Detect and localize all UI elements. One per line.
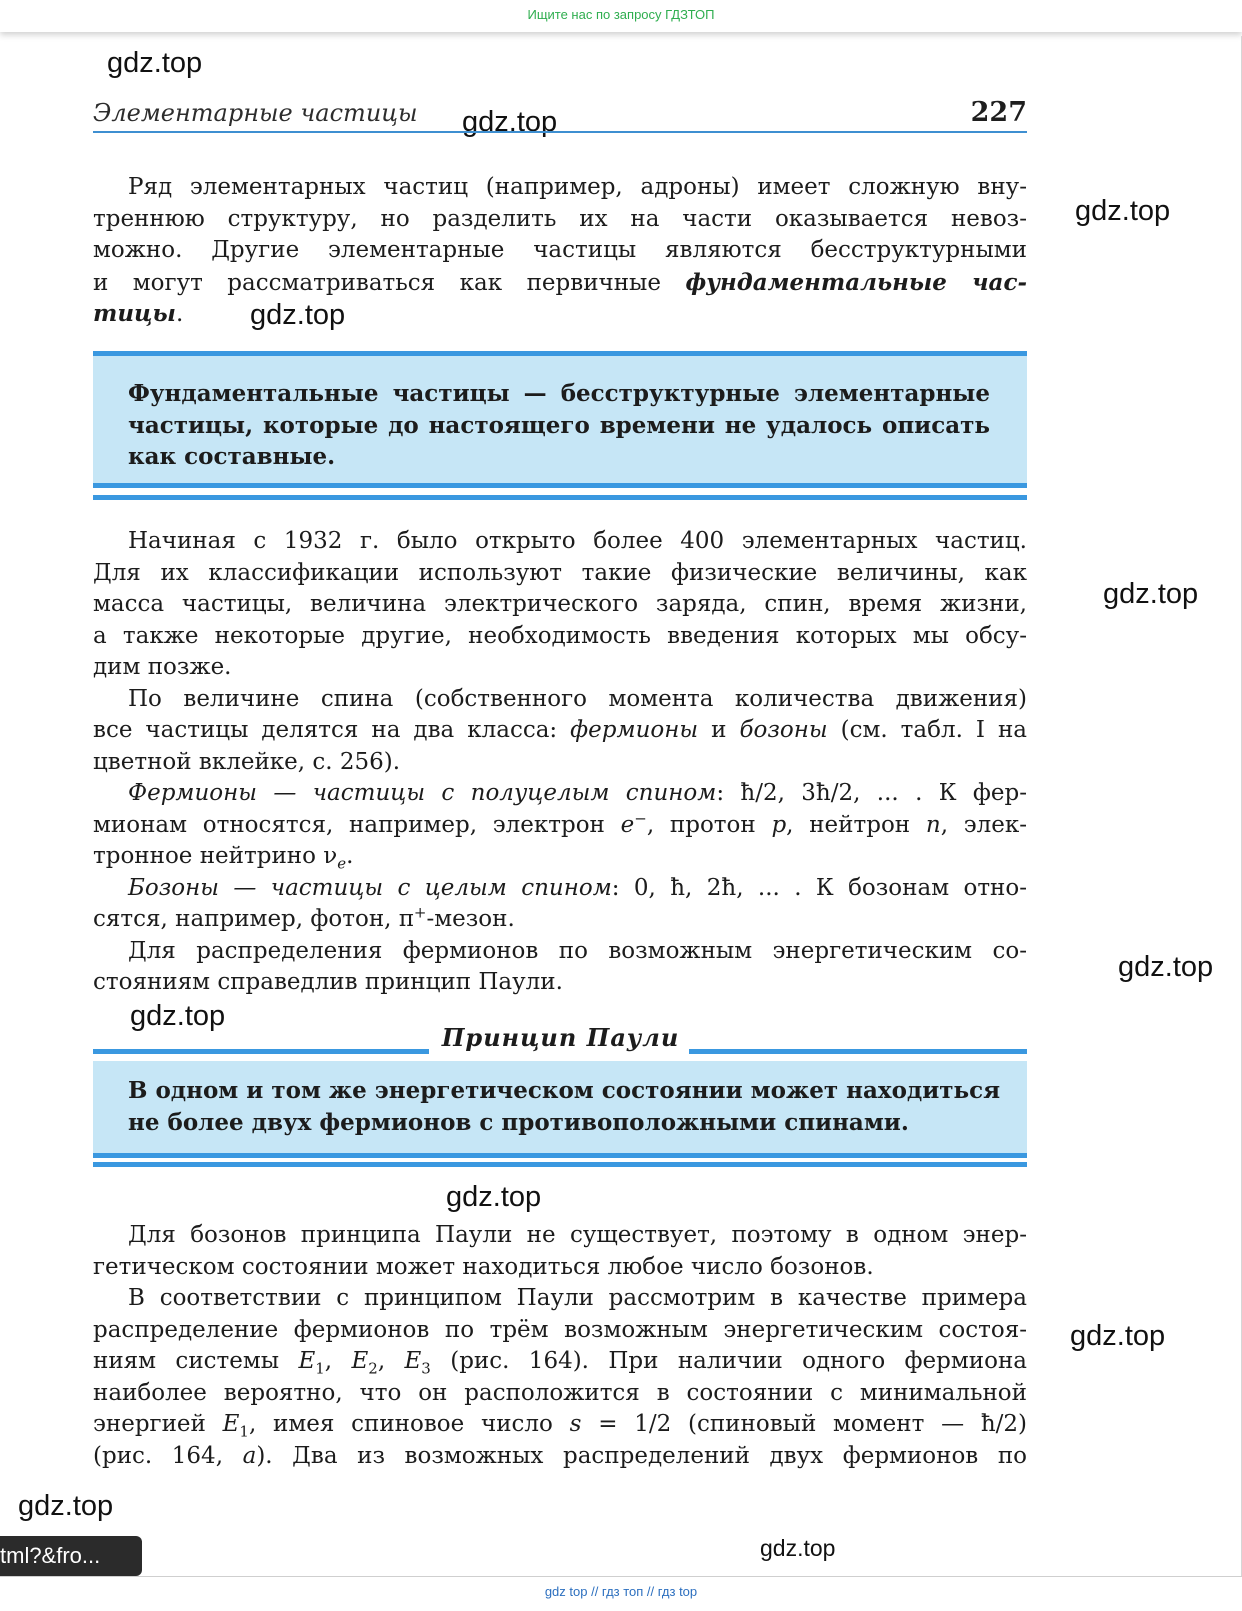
term-bosons: бозоны	[739, 717, 828, 743]
watermark: gdz.top	[1075, 195, 1171, 227]
running-head	[93, 97, 1027, 133]
text-line: гетическом состоянии может находиться любое число бозонов.	[93, 1253, 874, 1280]
text-line: Начиная с 1932 г. было открыто более 400 элементарных частиц.	[128, 528, 1027, 554]
text-fragment: тронное нейтрино ν	[93, 843, 338, 869]
watermark: gdz.top	[1070, 1320, 1166, 1352]
symbol-E2: E	[351, 1348, 369, 1374]
text-fragment: : ħ/2, 3ħ/2, ... . К фер-	[716, 780, 1027, 806]
symbol-E1: E	[298, 1348, 316, 1374]
text-fragment: ниям системы	[93, 1348, 299, 1374]
divider	[93, 1049, 429, 1054]
figure-ref-a: a	[242, 1442, 257, 1469]
text-fragment: ). Два из возможных распределений двух фермионов по	[256, 1442, 1027, 1469]
text-fragment: , нейтрон	[786, 811, 926, 838]
watermark: gdz.top	[1103, 578, 1199, 610]
text-line: можно. Другие элементарные частицы являются бесструктурными	[93, 237, 1027, 263]
symbol-E3: E	[404, 1348, 422, 1374]
text-line: дим позже.	[93, 654, 232, 680]
paragraph-1	[93, 172, 1027, 330]
text-fragment: : 0, ħ, 2ħ, ... . К бозонам отно-	[611, 874, 1027, 901]
text-line: треннюю структуру, но разделить их на части оказывается невоз-	[93, 205, 1027, 232]
term-fundamental: фундаментальные час-	[685, 268, 1027, 296]
text-fragment: (см. табл. I на	[827, 717, 1027, 743]
watermark: gdz.top	[760, 1535, 836, 1561]
text-line: По величине спина (собственного момента количества движения)	[128, 685, 1027, 712]
text-line: В соответствии с принципом Паули рассмотрим в качестве примера	[128, 1285, 1027, 1311]
text-fragment: (рис. 164,	[93, 1442, 243, 1469]
watermark: gdz.top	[1118, 951, 1214, 983]
subscript: e	[337, 854, 347, 873]
section-title: Принцип Паули	[441, 1023, 680, 1052]
divider	[93, 495, 1027, 500]
text-fragment: = 1/2 (спиновый момент — ħ/2)	[581, 1411, 1027, 1437]
symbol-E1: E	[222, 1411, 240, 1437]
fermion-definition: Фермионы — частицы с полуцелым спином	[128, 780, 717, 806]
principle-line: не более двух фермионов с противоположными спинами.	[128, 1108, 909, 1136]
text-fragment: энергией	[93, 1411, 223, 1437]
watermark: gdz.top	[18, 1490, 114, 1522]
text-line: распределение фермионов по трём возможным энергетическим состоя-	[93, 1316, 1027, 1343]
watermark: gdz.top	[107, 47, 203, 79]
text-line: Для бозонов принципа Паули не существует, поэтому в одном энер-	[128, 1222, 1027, 1248]
symbol-neutron: n	[925, 811, 941, 838]
watermark: gdz.top	[462, 106, 558, 138]
subscript: 2	[368, 1359, 378, 1378]
superscript: −	[634, 808, 647, 827]
term-fundamental-end: тицы	[93, 300, 176, 327]
term-fermions: фермионы	[570, 717, 699, 743]
text-fragment: мионам относятся, например, электрон	[93, 811, 621, 838]
text-line: цветной вклейке, с. 256).	[93, 748, 401, 775]
subscript: 1	[315, 1359, 325, 1378]
pauli-principle-box	[93, 1061, 1027, 1158]
text-line: а также некоторые другие, необходимость введения которых мы обсу-	[93, 622, 1027, 649]
divider	[689, 1049, 1027, 1054]
text-fragment: сятся, например, фотон, π	[93, 906, 414, 932]
text-line: Ряд элементарных частиц (например, адроны) имеет сложную вну-	[128, 174, 1027, 200]
definition-box	[93, 351, 1027, 488]
url-badge[interactable]: tml?&fro...	[0, 1536, 142, 1576]
watermark: gdz.top	[446, 1181, 542, 1213]
subscript: 3	[421, 1359, 431, 1378]
paragraph-2	[93, 526, 1027, 999]
symbol-proton: p	[771, 811, 787, 838]
watermark: gdz.top	[130, 1000, 226, 1032]
superscript: +	[413, 903, 427, 922]
definition-line: частицы, которые до настоящего времени не удалось описать	[128, 411, 990, 439]
divider	[93, 1162, 1027, 1167]
page-number: 227	[970, 97, 1027, 128]
principle-line: В одном и том же энергетическом состоянии может находиться	[128, 1077, 1001, 1104]
text-line: масса частицы, величина электрического заряда, спин, время жизни,	[93, 591, 1027, 617]
text-fragment: , элек-	[940, 811, 1028, 838]
text-fragment: -мезон.	[426, 906, 515, 932]
top-banner[interactable]: Ищите нас по запросу ГДЗТОП	[0, 0, 1242, 32]
text-punct: .	[175, 301, 184, 327]
subscript: 1	[239, 1422, 249, 1441]
text-line: стояниям справедлив принцип Паули.	[93, 969, 563, 995]
text-fragment: все частицы делятся на два класса:	[93, 717, 571, 743]
text-line: Для распределения фермионов по возможным энергетическим со-	[128, 937, 1027, 964]
watermark: gdz.top	[250, 299, 346, 331]
text-fragment: , протон	[646, 811, 772, 838]
text-punct: .	[346, 843, 354, 869]
pauli-heading	[93, 1023, 1027, 1055]
text-line: и могут рассматриваться как первичные	[93, 269, 686, 296]
text-fragment: и	[698, 717, 740, 743]
text-line: Для их классификации используют такие физические величины, как	[93, 559, 1027, 586]
text-line: наиболее вероятно, что он расположится в состоянии с минимальной	[93, 1379, 1027, 1406]
symbol-electron: e	[620, 811, 635, 838]
boson-definition: Бозоны — частицы с целым спином	[128, 874, 612, 901]
text-fragment: , имея спиновое число	[248, 1411, 570, 1437]
definition-line: Фундаментальные частицы — бесструктурные элементарные	[128, 380, 990, 407]
chapter-title: Элементарные частицы	[93, 99, 418, 127]
footer-links[interactable]: gdz top // гдз топ // гдз top	[0, 1576, 1242, 1611]
paragraph-7: Для бозонов принципа Паули не существует, поэтому в одном энер- гетическом состоянии может находиться любое число бозонов. В соответствии с принципом Паули рассмотрим в качестве примера распределение фермионов по трём возможным энергетическим состоя- ниям системы $E_1$, $E_2$, $E_3$ (рис. 164). При наличии одного фермиона наиболее вероятно, что он расположится в состоянии с минимальной энергией $E_1$, имея спиновое число s = 1/2 (спиновый момент — ħ/2) (рис. 164, a). Два из возможных распределений двух фермионов по	[93, 1222, 1027, 1469]
definition-line: как составные.	[128, 443, 336, 470]
symbol-s: s	[569, 1411, 582, 1437]
text-fragment: (рис. 164). При наличии одного фермиона	[430, 1348, 1027, 1374]
